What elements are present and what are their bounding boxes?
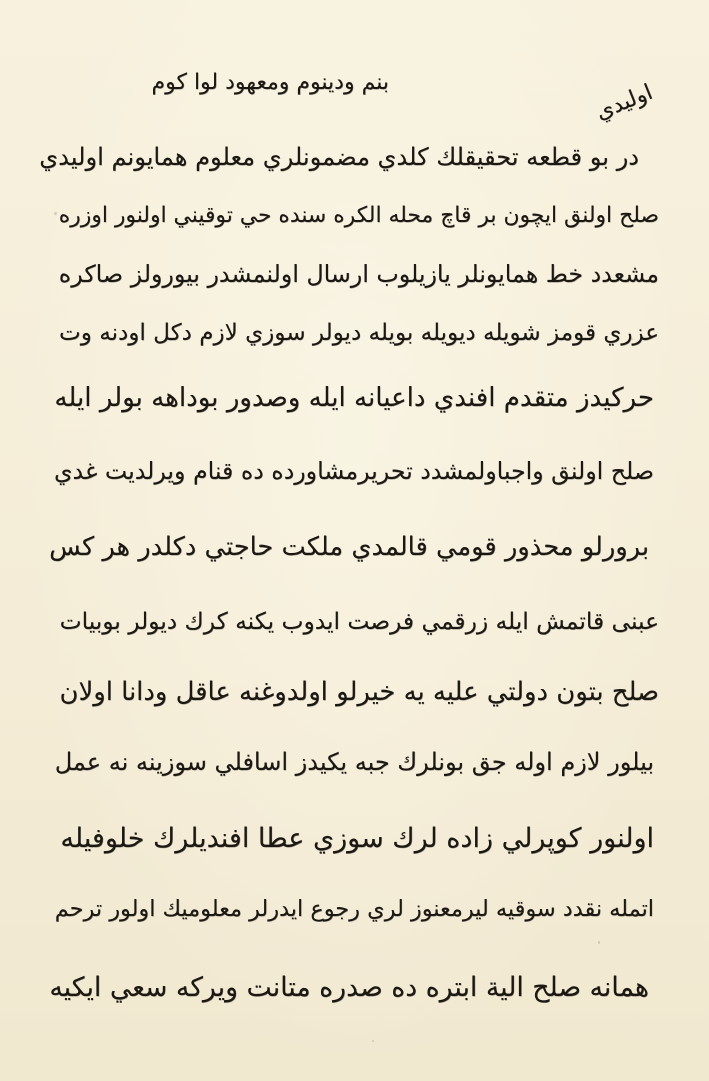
manuscript-line: مشعدد خط همايونلر يازيلوب ارسال اولنمشدر بيورولز صاكره [58, 260, 659, 288]
manuscript-line: اتمله نقدد سوقيه ليرمعنوز لري رجوع ايدرلر معلوميك اولور ترحم [54, 896, 654, 922]
manuscript-line: صلح اولنق واجباولمشدد تحريرمشاورده ده قنام ويرلديت غدي [54, 457, 654, 485]
margin-note: اوليدي [592, 79, 657, 126]
manuscript-line: عزري قومز شويله ديويله بويله ديولر سوزي لازم دكل اودنه وت [59, 320, 659, 346]
manuscript-line: بيلور لازم اوله جق بونلرك جبه يكيدز اسافلي سوزينه نه عمل [54, 748, 654, 776]
manuscript-line: برورلو محذور قومي قالمدي ملكت حاجتي دكلدر هر كس [49, 532, 649, 562]
manuscript-line: اولنور كوپرلي زاده لرك سوزي عطا افنديلرك خلوفيله [60, 823, 654, 854]
header-line: بنم ودينوم ومعهود لوا كوم [151, 70, 389, 95]
manuscript-line: در بو قطعه تحقيقلك كلدي مضمونلري معلوم همايونم اوليدي [39, 143, 639, 171]
manuscript-line: همانه صلح الية ابتره ده صدره متانت ويركه سعي ايكيه [49, 972, 649, 1003]
manuscript-line: صلح بتون دولتي عليه يه خيرلو اولدوغنه عاقل ودانا اولان [59, 677, 659, 707]
manuscript-line: حركيدز متقدم افندي داعيانه ايله وصدور بوداهه بولر ايله [54, 383, 654, 413]
manuscript-line: عبنى قاتمش ايله زرقمي فرصت ايدوب يكنه كرك ديولر بوبيات [59, 607, 659, 635]
manuscript-line: صلح اولنق ايچون بر قاچ محله الكره سنده حي توقيني اولنور اوزره [58, 203, 659, 228]
